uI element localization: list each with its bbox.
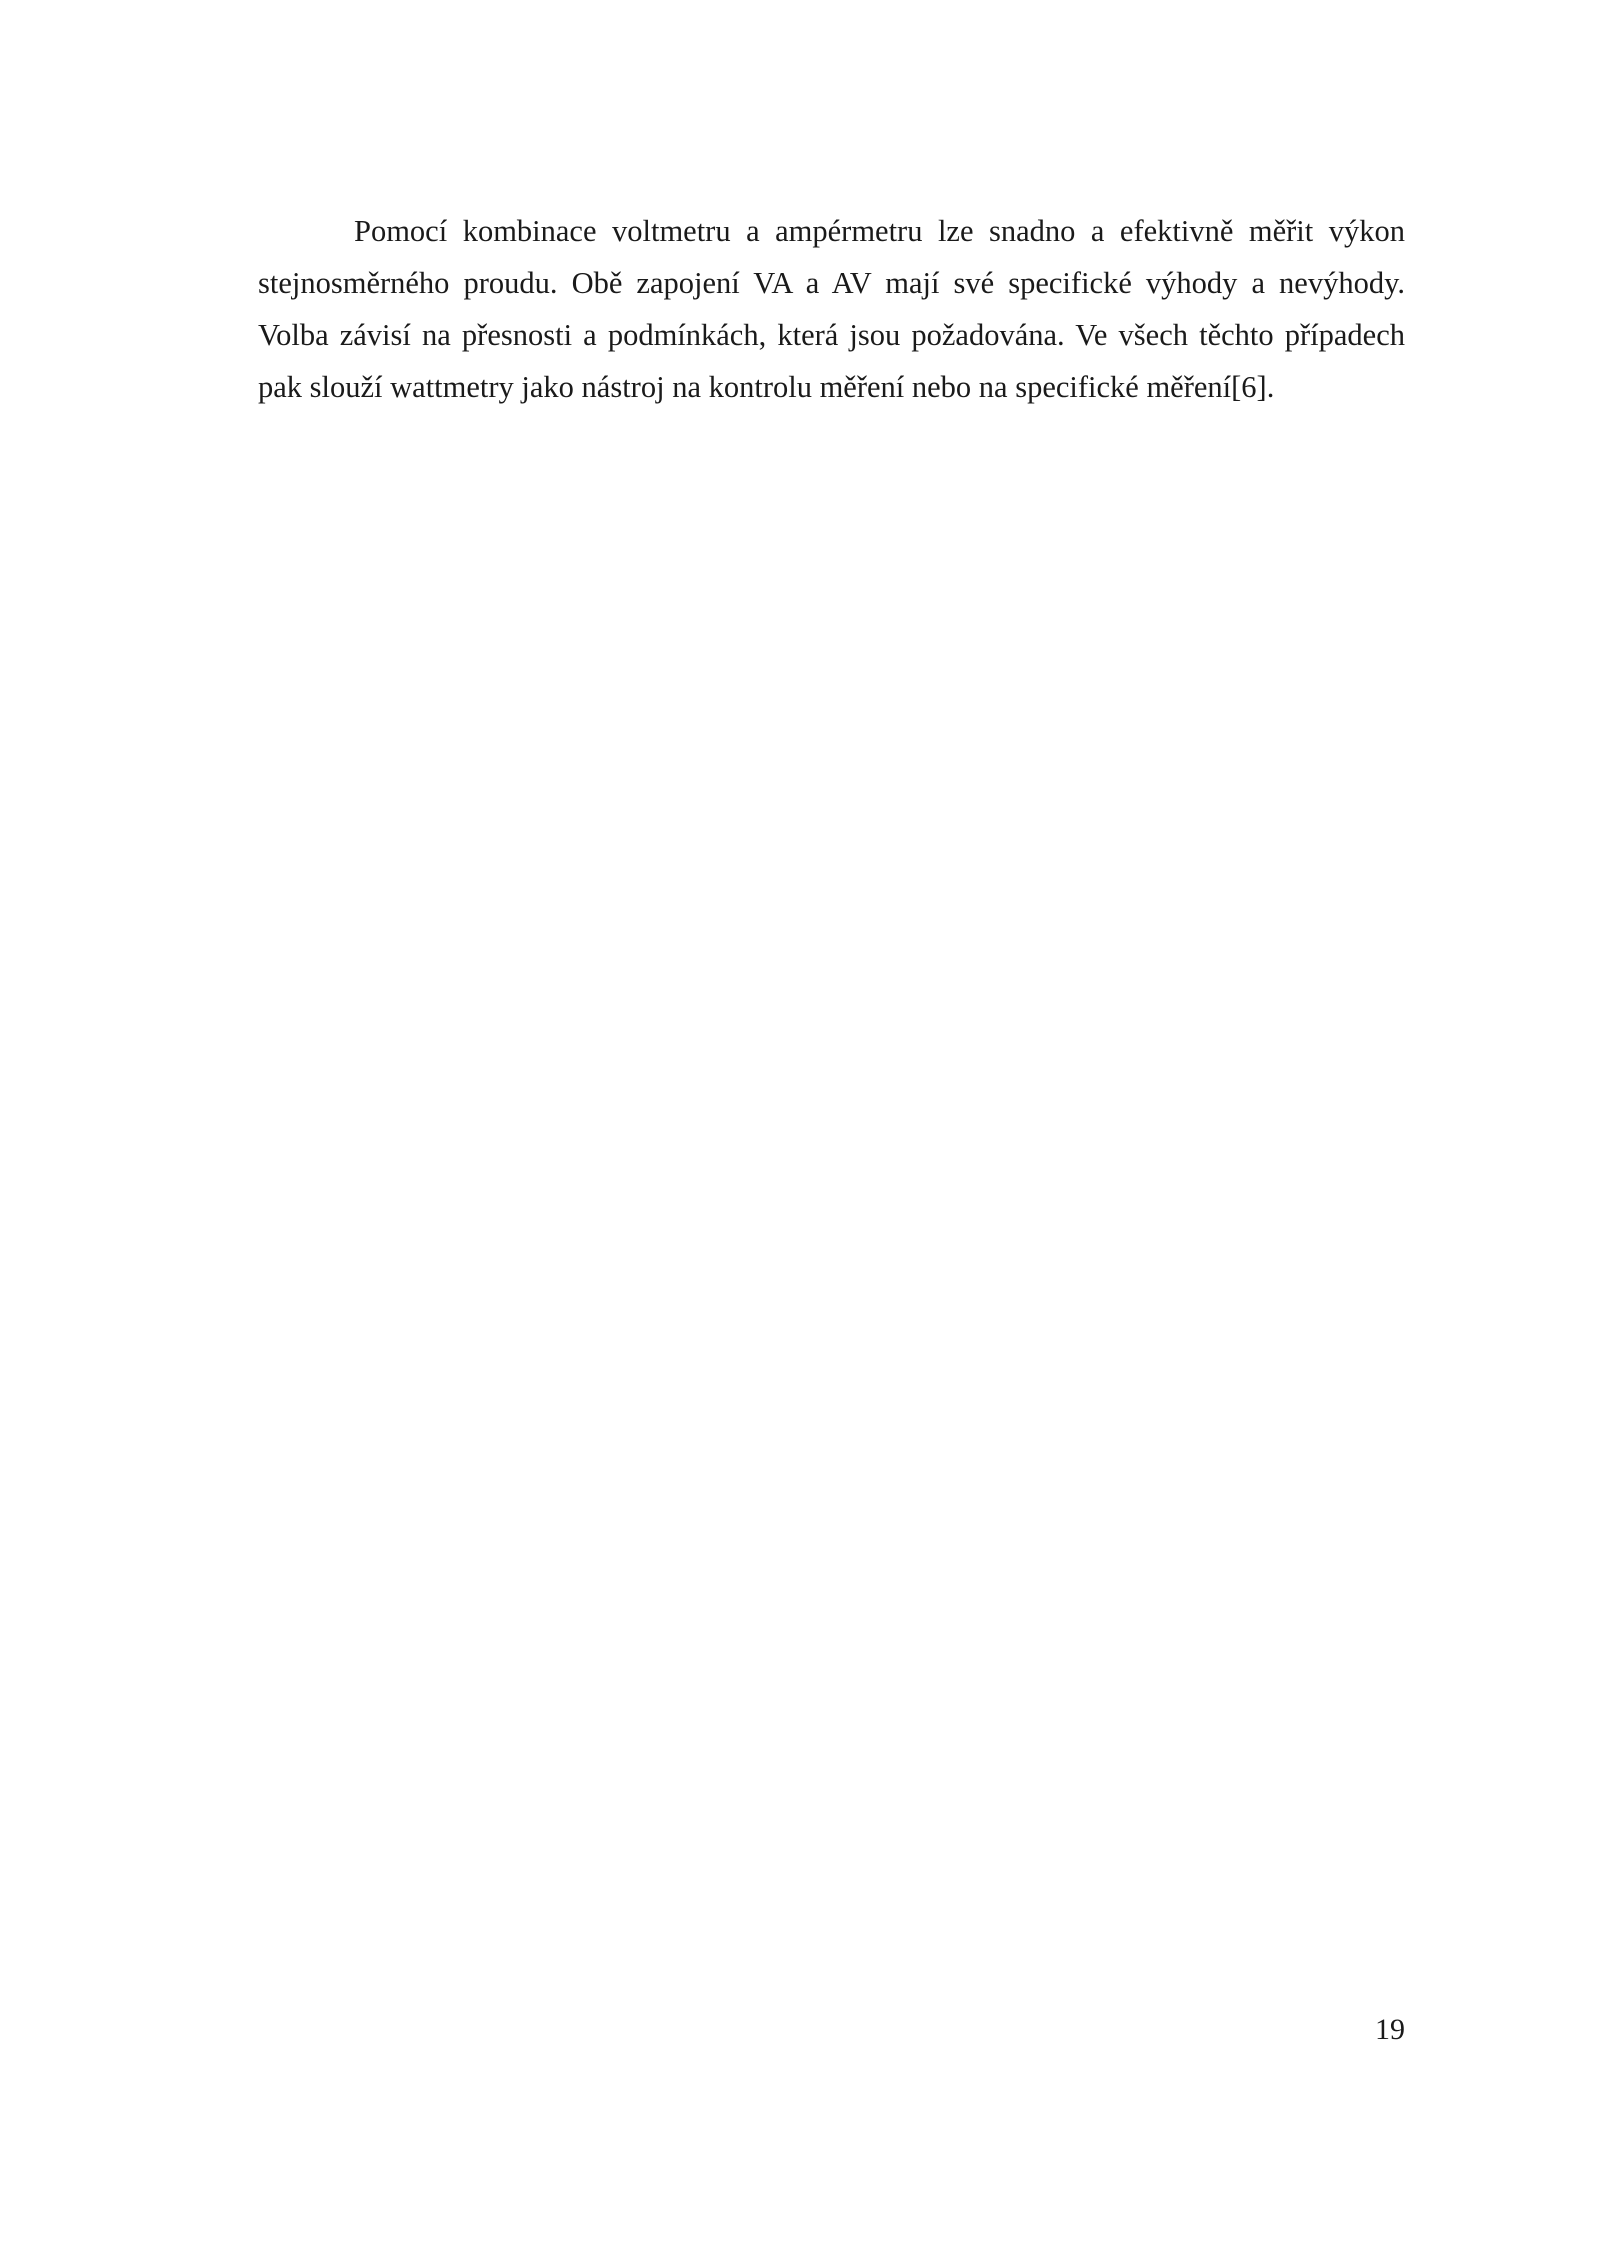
- page-number: 19: [1375, 2013, 1405, 2046]
- body-paragraph: Pomocí kombinace voltmetru a ampérmetru lze snadno a efektivně měřit výkon stejnosměrného proudu. Obě zapojení VA a AV mají své specifické výhody a nevýhody. Volba závisí na přesnosti a podmínkách, která jsou požadována. Ve všech těchto případech pak slouží wattmetry jako nástroj na kontrolu měření nebo na specifické měření[6].: [258, 214, 1405, 404]
- page-content: [258, 205, 1405, 413]
